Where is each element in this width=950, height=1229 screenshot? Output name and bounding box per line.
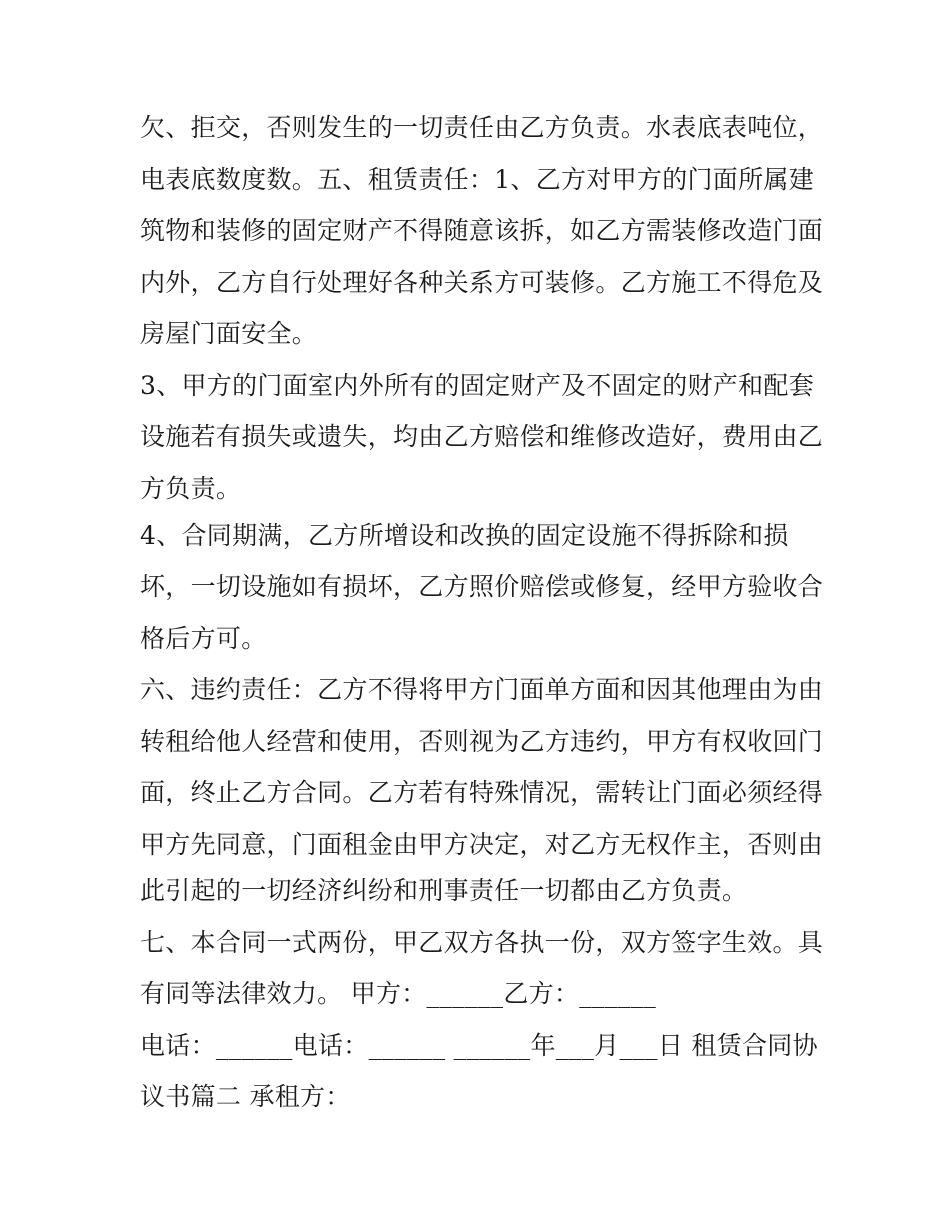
text-line-16: 此引起的一切经济纠纷和刑事责任一切都由乙方负责。 xyxy=(140,876,748,905)
text-line-14: 面，终止乙方合同。乙方若有特殊情况，需转让门面必须经得 xyxy=(140,778,824,807)
text-line-15: 甲方先同意，门面租金由甲方决定，对乙方无权作主，否则由 xyxy=(140,830,824,859)
text-line-19: 电话：______电话：______ ______年___月___日 租赁合同协 xyxy=(140,1031,818,1060)
text-line-13: 转租给他人经营和使用，否则视为乙方违约，甲方有权收回门 xyxy=(140,727,824,756)
text-line-12: 六、违约责任：乙方不得将甲方门面单方面和因其他理由为由 xyxy=(140,675,824,704)
text-line-4: 内外，乙方自行处理好各种关系方可装修。乙方施工不得危及 xyxy=(140,268,824,297)
text-line-3: 筑物和装修的固定财产不得随意该拆，如乙方需装修改造门面 xyxy=(140,216,824,245)
text-line-2: 电表底数度数。五、租赁责任：1、乙方对甲方的门面所属建 xyxy=(140,165,815,194)
text-line-11: 格后方可。 xyxy=(140,624,267,653)
text-line-9: 4、合同期满，乙方所增设和改换的固定设施不得拆除和损 xyxy=(140,521,789,550)
text-line-17: 七、本合同一式两份，甲乙双方各执一份，双方签字生效。具 xyxy=(140,928,824,957)
text-line-20: 议书篇二 承租方： xyxy=(140,1082,351,1111)
text-line-1: 欠、拒交，否则发生的一切责任由乙方负责。水表底表吨位， xyxy=(140,113,824,142)
text-line-5: 房屋门面安全。 xyxy=(140,319,318,348)
text-line-10: 坏，一切设施如有损坏，乙方照价赔偿或修复，经甲方验收合 xyxy=(140,572,824,601)
text-line-18: 有同等法律效力。 甲方：______乙方：______ xyxy=(140,979,657,1008)
text-line-6: 3、甲方的门面室内外所有的固定财产及不固定的财产和配套 xyxy=(140,371,815,400)
text-line-7: 设施若有损失或遗失，均由乙方赔偿和维修改造好，费用由乙 xyxy=(140,422,824,451)
text-line-8: 方负责。 xyxy=(140,474,242,503)
